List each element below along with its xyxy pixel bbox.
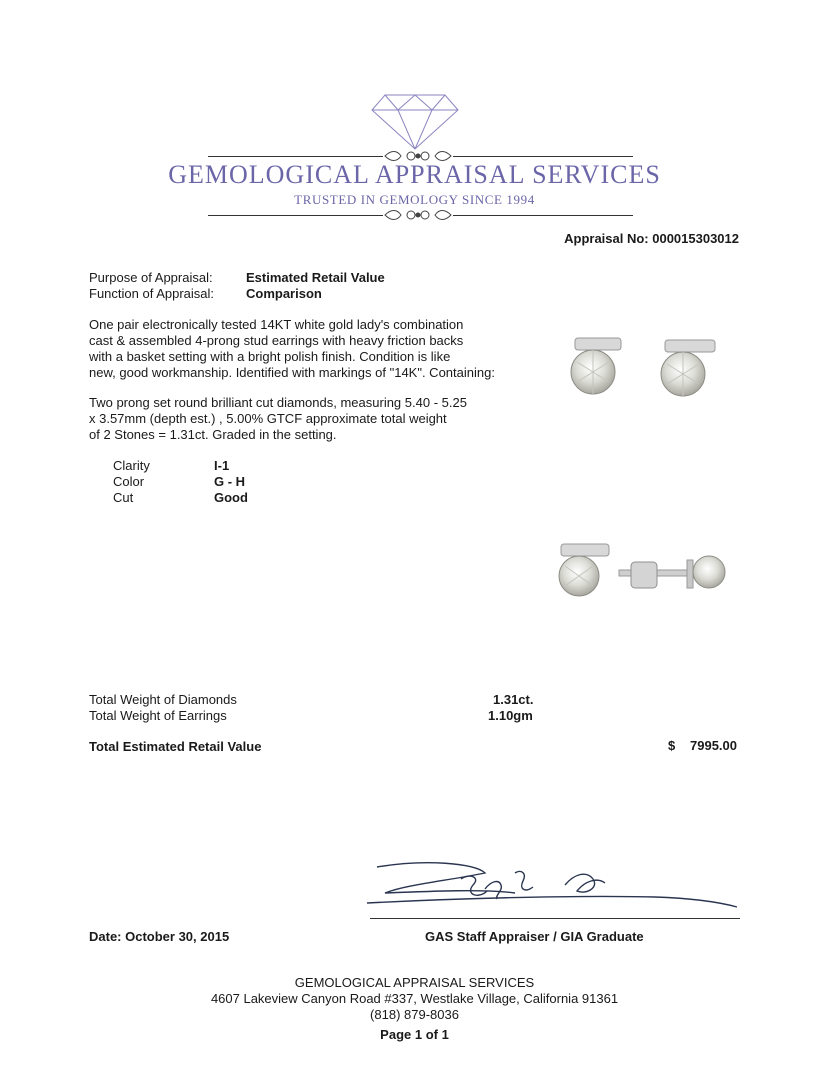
grade-value-cut: Good [214,490,248,505]
total-diamonds-label: Total Weight of Diamonds [89,692,237,707]
grade-label-color: Color [113,474,145,489]
grade-value-clarity: I-1 [214,458,230,473]
company-name: GEMOLOGICAL APPRAISAL SERVICES [168,160,661,189]
header-bottom-rule-right [453,215,633,216]
header-bottom-rule [208,215,383,216]
footer-phone: (818) 879-8036 [370,1007,459,1022]
total-diamonds-value: 1.31ct. [493,692,534,707]
appraisal-number: Appraisal No: 000015303012 [564,231,739,246]
signature-line [370,918,740,919]
purpose-label: Purpose of Appraisal: [89,270,213,285]
grade-label-cut: Cut [113,490,134,505]
diamond-icon [370,92,460,152]
footer-address: 4607 Lakeview Canyon Road #337, Westlake Village, California 91361 [210,991,619,1006]
total-earrings-label: Total Weight of Earrings [89,708,227,723]
stones-line: of 2 Stones = 1.31ct. Graded in the setting. [89,427,337,442]
total-retail-label: Total Estimated Retail Value [89,739,262,754]
grade-value-color: G - H [214,474,246,489]
description-paragraph [89,317,539,381]
appraiser-signature [365,855,745,925]
ornament-icon [383,207,453,223]
description-line: with a basket setting with a bright polish finish. Condition is like [89,349,451,364]
earrings-side-photo [553,540,733,610]
total-earrings-value: 1.10gm [488,708,533,723]
description-line: One pair electronically tested 14KT white gold lady's combination [89,317,464,332]
stones-paragraph [89,395,539,443]
earrings-front-photo [555,332,735,412]
purpose-value: Estimated Retail Value [246,270,385,285]
description-line: cast & assembled 4-prong stud earrings with heavy friction backs [89,333,464,348]
header-top-rule [208,156,383,157]
header-top-rule-right [453,156,633,157]
function-value: Comparison [246,286,322,301]
footer-company-name: GEMOLOGICAL APPRAISAL SERVICES [294,975,535,990]
grade-label-clarity: Clarity [113,458,150,473]
total-retail-value: 7995.00 [690,738,737,753]
stones-line: Two prong set round brilliant cut diamonds, measuring 5.40 - 5.25 [89,395,467,410]
function-label: Function of Appraisal: [89,286,215,301]
signer-title: GAS Staff Appraiser / GIA Graduate [425,929,644,944]
page-number: Page 1 of 1 [380,1027,449,1042]
appraisal-date: Date: October 30, 2015 [89,929,230,944]
company-tagline: TRUSTED IN GEMOLOGY SINCE 1994 [294,192,535,207]
description-line: new, good workmanship. Identified with markings of "14K". Containing: [89,365,495,380]
total-retail-currency: $ [668,738,676,753]
stones-line: x 3.57mm (depth est.) , 5.00% GTCF approximate total weight [89,411,447,426]
